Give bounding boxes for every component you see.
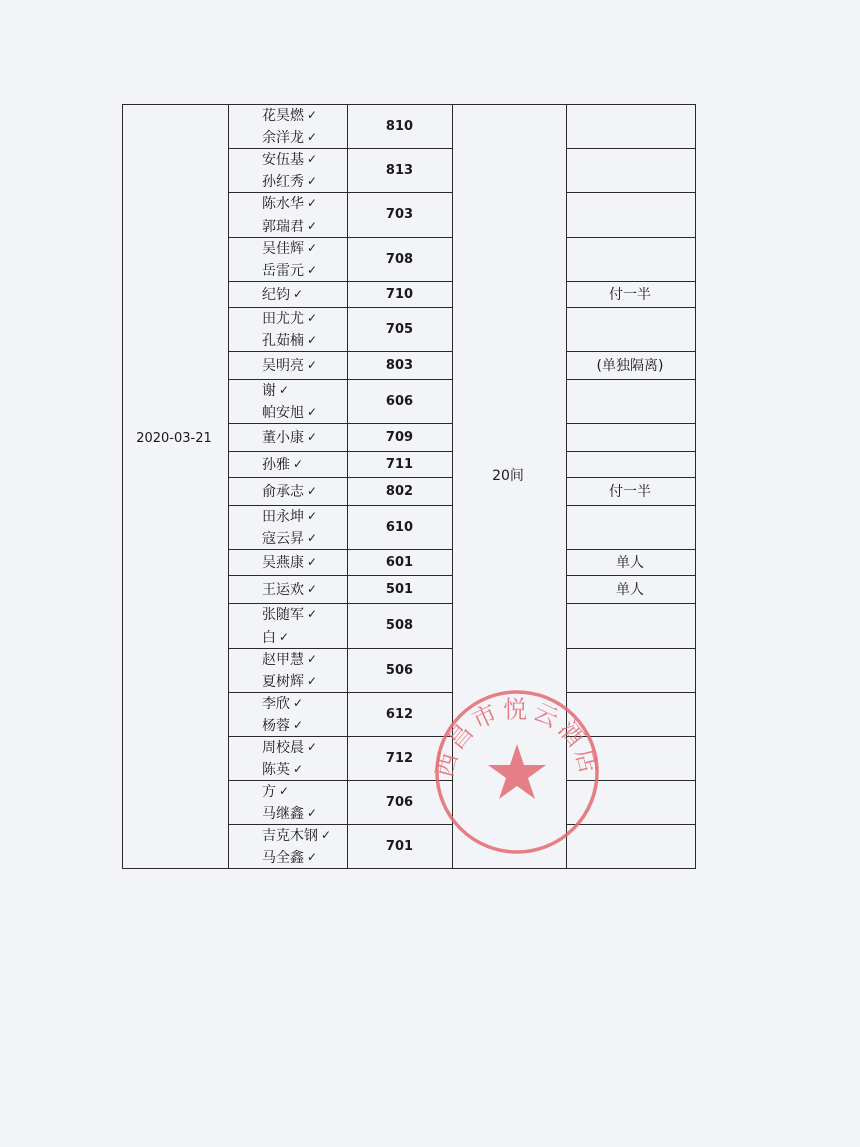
guest-name [228, 215, 346, 237]
check-mark-icon: ✓ [279, 383, 290, 397]
guest-name-text: 孔茹楠 [262, 333, 304, 349]
guest-name [228, 551, 346, 573]
check-mark-icon: ✓ [293, 718, 304, 732]
star-icon [488, 744, 546, 799]
guest-name [228, 237, 346, 259]
check-mark-icon: ✓ [307, 108, 318, 122]
note-row-divider [566, 648, 696, 649]
room-number: 712 [385, 750, 414, 766]
check-mark-icon: ✓ [307, 484, 318, 498]
guest-name [228, 824, 346, 846]
guest-name [228, 714, 346, 736]
note-cell: (单独隔离) [596, 358, 664, 374]
guest-name [228, 626, 346, 648]
guest-name [228, 780, 346, 802]
room-number: 606 [385, 393, 414, 409]
room-count-cell: 20间 [492, 468, 524, 484]
guest-name-text: 张随军 [262, 607, 304, 624]
guest-name [228, 192, 346, 214]
guest-name [228, 505, 346, 527]
room-number: 708 [385, 251, 414, 267]
check-mark-icon: ✓ [293, 762, 304, 776]
guest-name-text: 陈英 [262, 762, 290, 778]
guest-name [228, 648, 346, 670]
guest-name-text: 杨蓉 [262, 718, 290, 734]
check-mark-icon: ✓ [307, 174, 318, 188]
seal-text: 西昌市悦云酒店 [430, 695, 604, 781]
room-number: 701 [385, 838, 414, 854]
guest-name-text: 安伍基 [262, 152, 304, 168]
guest-name-text: 周校晨 [262, 740, 304, 756]
room-number: 703 [385, 207, 414, 222]
check-mark-icon: ✓ [307, 806, 318, 820]
note-row-divider [566, 379, 696, 380]
check-mark-icon: ✓ [293, 287, 304, 301]
room-number: 705 [385, 321, 414, 337]
room-number: 711 [385, 456, 414, 472]
guest-name [228, 692, 346, 714]
guest-name [228, 527, 346, 549]
room-number: 803 [385, 357, 414, 373]
guest-name-text: 董小康 [262, 430, 304, 446]
guest-name [228, 283, 346, 305]
room-number: 810 [385, 118, 414, 134]
room-number: 706 [385, 794, 414, 810]
check-mark-icon: ✓ [307, 740, 318, 754]
guest-name-text: 郭瑞君 [262, 218, 304, 235]
check-mark-icon: ✓ [279, 629, 290, 644]
note-row-divider [566, 148, 696, 149]
check-mark-icon: ✓ [293, 696, 304, 710]
guest-name [228, 736, 346, 758]
check-mark-icon: ✓ [307, 358, 318, 372]
guest-name [228, 846, 346, 868]
guest-name [228, 170, 346, 192]
guest-name-text: 谢 [262, 383, 276, 399]
check-mark-icon: ✓ [307, 405, 318, 419]
room-number: 813 [385, 162, 414, 178]
guest-name [228, 758, 346, 780]
check-mark-icon: ✓ [307, 607, 318, 622]
guest-name-text: 陈水华 [262, 196, 304, 213]
note-cell: 单人 [616, 582, 644, 598]
check-mark-icon: ✓ [293, 457, 304, 471]
guest-name-text: 吉克木钢 [262, 828, 318, 844]
note-row-divider [566, 281, 696, 282]
check-mark-icon: ✓ [307, 218, 318, 233]
note-cell: 付一半 [609, 287, 651, 303]
guest-name [228, 379, 346, 401]
check-mark-icon: ✓ [307, 531, 318, 545]
room-number: 508 [385, 618, 414, 633]
guest-name [228, 453, 346, 475]
check-mark-icon: ✓ [307, 509, 318, 523]
check-mark-icon: ✓ [307, 311, 318, 325]
check-mark-icon: ✓ [307, 652, 318, 666]
row-divider [228, 423, 452, 424]
guest-name [228, 603, 346, 625]
guest-name-text: 田尤尤 [262, 311, 304, 327]
guest-name-text: 吴明亮 [262, 358, 304, 374]
row-divider [228, 451, 452, 452]
guest-name [228, 578, 346, 600]
hotel-seal [428, 686, 606, 858]
guest-name-text: 吴燕康 [262, 555, 304, 571]
check-mark-icon: ✓ [279, 784, 290, 798]
guest-name-text: 余洋龙 [262, 130, 304, 146]
check-mark-icon: ✓ [307, 582, 318, 596]
guest-name-text: 李欣 [262, 696, 290, 712]
guest-name [228, 426, 346, 448]
row-divider [228, 281, 452, 282]
guest-name [228, 670, 346, 692]
guest-name-text: 田永坤 [262, 509, 304, 525]
note-row-divider [566, 351, 696, 352]
check-mark-icon: ✓ [307, 152, 318, 166]
date-cell: 2020-03-21 [136, 430, 212, 446]
row-divider [228, 351, 452, 352]
note-cell: 付一半 [609, 484, 651, 500]
note-row-divider [566, 423, 696, 424]
row-divider [228, 575, 452, 576]
grid-top-border [122, 104, 696, 105]
guest-name [228, 126, 346, 148]
room-number: 802 [385, 483, 414, 499]
note-row-divider [566, 603, 696, 604]
guest-name-text: 方 [262, 784, 276, 800]
room-number: 710 [385, 286, 414, 302]
note-row-divider [566, 237, 696, 238]
guest-name-text: 纪钧 [262, 287, 290, 303]
room-number: 501 [385, 581, 414, 597]
row-divider [228, 549, 452, 550]
guest-name-text: 王运欢 [262, 582, 304, 598]
guest-name-text: 夏树辉 [262, 674, 304, 690]
guest-name-text: 孙红秀 [262, 174, 304, 190]
note-row-divider [566, 477, 696, 478]
note-row-divider [566, 505, 696, 506]
guest-name-text: 寇云昇 [262, 531, 304, 547]
guest-name [228, 104, 346, 126]
room-number: 612 [385, 706, 414, 722]
guest-name [228, 259, 346, 281]
check-mark-icon: ✓ [321, 828, 332, 842]
guest-name-text: 吴佳辉 [262, 241, 304, 257]
room-number: 506 [385, 662, 414, 678]
guest-name-text: 岳雷元 [262, 263, 304, 279]
guest-name-text: 花昊燃 [262, 108, 304, 124]
note-cell: 单人 [616, 555, 644, 571]
note-row-divider [566, 307, 696, 308]
guest-name [228, 148, 346, 170]
room-number: 709 [385, 429, 414, 445]
check-mark-icon: ✓ [307, 555, 318, 569]
note-row-divider [566, 575, 696, 576]
guest-name-text: 帕安旭 [262, 405, 304, 421]
check-mark-icon: ✓ [307, 241, 318, 255]
guest-name-text: 马全鑫 [262, 850, 304, 866]
check-mark-icon: ✓ [307, 674, 318, 688]
guest-name-text: 俞承志 [262, 484, 304, 500]
row-divider [228, 477, 452, 478]
check-mark-icon: ✓ [307, 850, 318, 864]
guest-name [228, 401, 346, 423]
guest-name [228, 307, 346, 329]
guest-name [228, 802, 346, 824]
guest-name [228, 480, 346, 502]
check-mark-icon: ✓ [307, 430, 318, 444]
note-row-divider [566, 451, 696, 452]
grid-bottom-border [122, 868, 696, 869]
grid-vline [695, 104, 696, 869]
check-mark-icon: ✓ [307, 196, 318, 211]
check-mark-icon: ✓ [307, 333, 318, 347]
room-number: 610 [385, 519, 414, 535]
guest-name-text: 赵甲慧 [262, 652, 304, 668]
room-number: 601 [385, 554, 414, 570]
guest-name-text: 白 [262, 629, 276, 646]
guest-name-text: 马继鑫 [262, 806, 304, 822]
note-row-divider [566, 549, 696, 550]
grid-vline [122, 104, 123, 869]
guest-name [228, 354, 346, 376]
check-mark-icon: ✓ [307, 263, 318, 277]
guest-name [228, 329, 346, 351]
check-mark-icon: ✓ [307, 130, 318, 144]
guest-name-text: 孙雅 [262, 457, 290, 473]
note-row-divider [566, 192, 696, 193]
